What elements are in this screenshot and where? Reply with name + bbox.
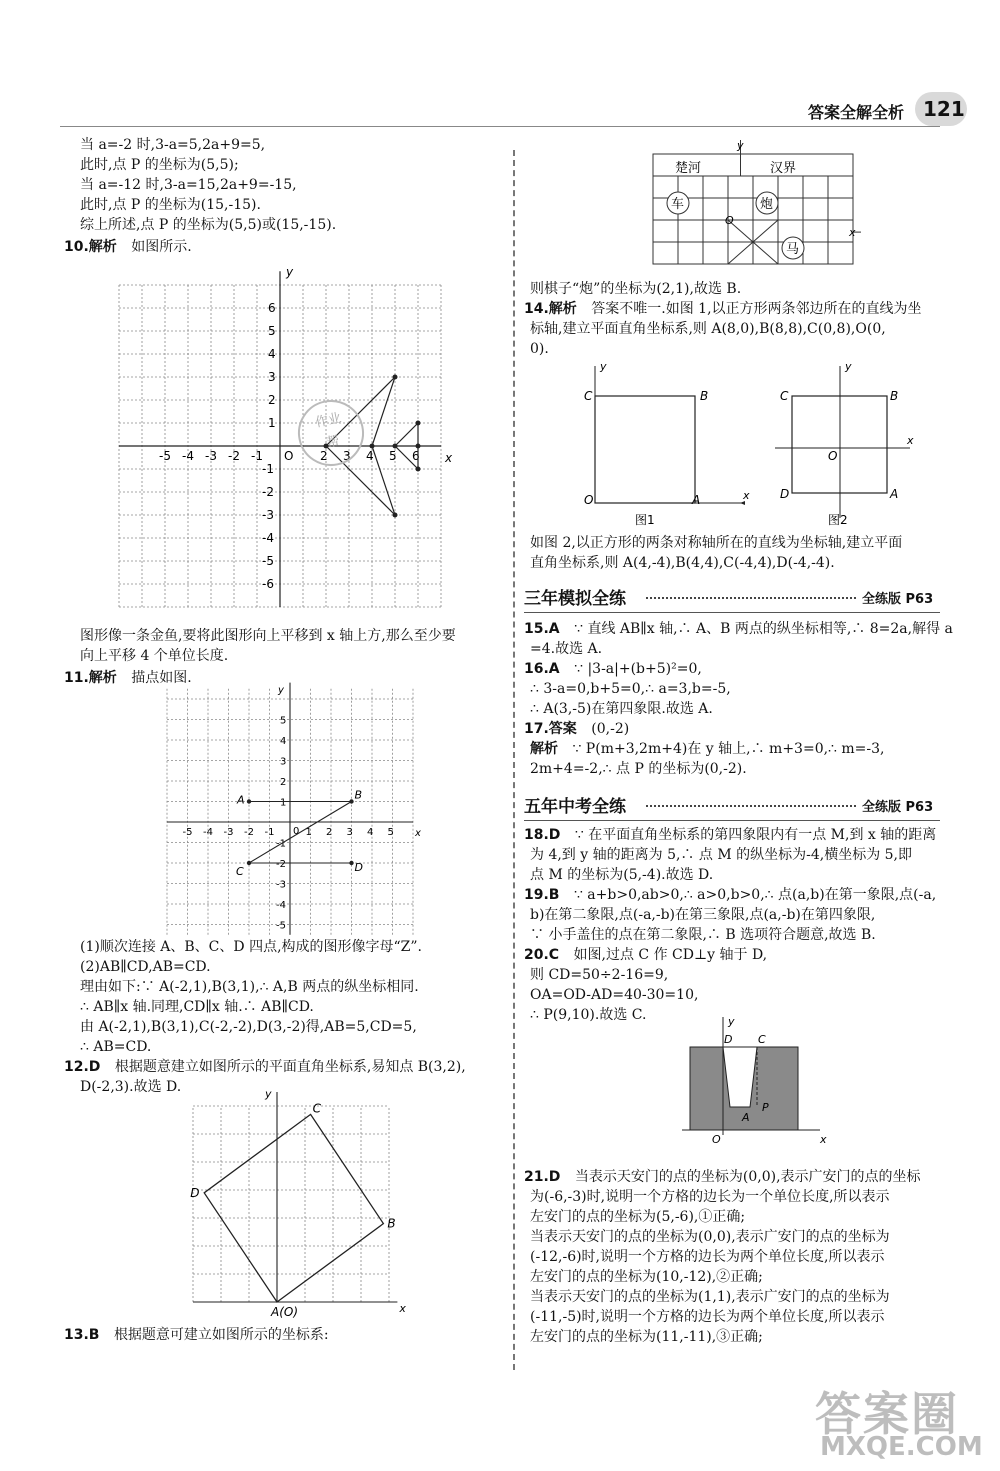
fig11-point bbox=[247, 861, 251, 865]
q10-line bbox=[64, 238, 192, 257]
text-line: 当 a=-2 时,3-a=5,2a+9=5, bbox=[80, 137, 266, 153]
fig10-x-tick: 6 bbox=[412, 449, 420, 463]
fig11-x-tick: -5 bbox=[182, 827, 193, 838]
text-line: 左安门的点的坐标为(5,-6),①正确; bbox=[530, 1209, 746, 1225]
fig10-y-tick: 6 bbox=[268, 301, 276, 315]
q13-line bbox=[64, 1326, 329, 1345]
fig11-x-tick: -1 bbox=[264, 827, 275, 838]
q14-line bbox=[524, 300, 922, 319]
fig20-d-label: D bbox=[724, 1033, 733, 1046]
text-line: ∴ AB∥x 轴.同理,CD∥x 轴.∴ AB∥CD. bbox=[80, 999, 314, 1015]
watermark-site: MXQE.COM bbox=[820, 1432, 983, 1462]
text-line: ∴ A(3,-5)在第四象限.故选 A. bbox=[530, 701, 713, 717]
text-line: 当 a=-12 时,3-a=15,2a+9=-15, bbox=[80, 177, 297, 193]
fig10-point bbox=[393, 375, 398, 380]
text-line: ∴ AB=CD. bbox=[80, 1039, 152, 1055]
fig11-x-tick: -2 bbox=[244, 827, 254, 838]
fig1-y-label: y bbox=[600, 360, 607, 373]
q15-text: ∵ 直线 AB∥x 轴,∴ A、B 两点的纵坐标相等,∴ 8=2a,解得 a bbox=[574, 621, 953, 637]
text-line: 0). bbox=[530, 341, 549, 357]
fig10-y-tick: 2 bbox=[268, 393, 276, 407]
chess-pao-label: 炮 bbox=[760, 197, 774, 212]
fig2-d-label: D bbox=[780, 487, 790, 501]
fig11-point-b-label: B bbox=[354, 788, 363, 802]
chess-river-left: 楚河 bbox=[675, 161, 702, 176]
fig10-y-tick: -5 bbox=[262, 554, 274, 568]
q15-line bbox=[524, 620, 953, 639]
fig11-y-tick: -5 bbox=[276, 920, 286, 932]
q19-text: ∵ a+b>0,ab>0,∴ a>0,b>0,∴ 点(a,b)在第一象限,点(-a, bbox=[573, 887, 937, 903]
chess-board-figure bbox=[645, 140, 860, 272]
q19-line bbox=[524, 886, 936, 905]
text-line: ∴ P(9,10).故选 C. bbox=[530, 1007, 647, 1023]
text-line: 当表示天安门的点的坐标为(0,0),表示广安门的点的坐标为 bbox=[530, 1229, 890, 1245]
fig11-x-tick: 4 bbox=[367, 827, 374, 838]
fig20-c-label: C bbox=[758, 1033, 766, 1046]
fig10-x-tick: 5 bbox=[389, 449, 397, 463]
fig1-c-label: C bbox=[584, 389, 593, 403]
fig11-x-tick: 5 bbox=[387, 827, 394, 838]
text-line: 理由如下:∵ A(-2,1),B(3,1),∴ A,B 两点的纵坐标相同. bbox=[80, 979, 419, 995]
page-number-badge bbox=[915, 92, 967, 126]
fig2-o-label: O bbox=[828, 449, 838, 463]
header-title: 答案全解全析 bbox=[808, 103, 905, 122]
fig2-caption: 图2 bbox=[828, 513, 848, 527]
fig2-a-label: A bbox=[890, 487, 899, 501]
watermark-logo: 答案圈 bbox=[815, 1387, 959, 1441]
fig11-x-tick: 1 bbox=[305, 827, 312, 838]
text-line: 标轴,建立平面直角坐标系,则 A(8,0),B(8,8),C(0,8),O(0, bbox=[530, 321, 886, 337]
section-dots bbox=[646, 805, 856, 807]
text-line: 2m+4=-2,∴ 点 P 的坐标为(0,-2). bbox=[530, 761, 747, 777]
q18-number: 18.D bbox=[524, 827, 561, 843]
fig11-x-tick: 2 bbox=[326, 827, 333, 838]
fig12-point-d-label: D bbox=[190, 1185, 200, 1200]
fig20-a-label: A bbox=[742, 1111, 750, 1124]
chess-river-right: 汉界 bbox=[770, 161, 797, 176]
text-line: 如图 2,以正方形的两条对称轴所在的直线为坐标轴,建立平面 bbox=[530, 535, 903, 551]
q12-line bbox=[64, 1058, 466, 1077]
fig10-point bbox=[416, 467, 421, 472]
fig10-y-tick: -2 bbox=[262, 485, 274, 499]
fig10-y-tick: -1 bbox=[262, 462, 274, 476]
fig11-y-tick: -4 bbox=[276, 900, 286, 911]
fig10-shape-edge bbox=[395, 423, 418, 446]
text-line: 向上平移 4 个单位长度. bbox=[80, 648, 229, 664]
fig10-shape-edge bbox=[372, 377, 395, 446]
q20-text: 如图,过点 C 作 CD⊥y 轴于 D, bbox=[573, 947, 768, 963]
text-line: 左安门的点的坐标为(11,-11),③正确; bbox=[530, 1329, 763, 1345]
q17-answer: (0,-2) bbox=[591, 721, 630, 737]
q12-number: 12.D bbox=[64, 1059, 101, 1075]
fig11-y-tick: 3 bbox=[280, 756, 287, 768]
fig2-x-label: x bbox=[907, 434, 914, 447]
fig11-point bbox=[349, 861, 353, 865]
chess-y-label: y bbox=[737, 139, 744, 152]
stamp-text: 作业 bbox=[314, 410, 343, 431]
text-line: ∴ 3-a=0,b+5=0,∴ a=3,b=-5, bbox=[530, 681, 731, 697]
chess-che-label: 车 bbox=[671, 197, 685, 212]
fig10-point bbox=[393, 444, 398, 449]
fig10-y-tick: 4 bbox=[268, 347, 276, 361]
q19-number: 19.B bbox=[524, 887, 560, 903]
fig10-coordinate-plane bbox=[120, 256, 453, 626]
text-line: 图形像一条金鱼,要将此图形向上平移到 x 轴上方,那么至少要 bbox=[80, 628, 456, 644]
fig10-point bbox=[416, 444, 421, 449]
text-line: =4.故选 A. bbox=[530, 641, 603, 657]
fig11-point bbox=[349, 799, 353, 803]
chess-origin-label: O bbox=[725, 214, 734, 227]
fig2-c-label: C bbox=[780, 389, 789, 403]
q18-text: ∵ 在平面直角坐标系的第四象限内有一点 M,到 x 轴的距离 bbox=[574, 827, 937, 843]
fig2-y-label: y bbox=[845, 360, 852, 373]
text-line: 综上所述,点 P 的坐标为(5,5)或(15,-15). bbox=[80, 217, 337, 233]
q10-number: 10.解析 bbox=[64, 239, 117, 255]
q18-line bbox=[524, 826, 936, 845]
fig10-y-tick: 3 bbox=[268, 370, 276, 384]
q11-number: 11.解析 bbox=[64, 670, 117, 686]
text-line: b)在第二象限,点(-a,-b)在第三象限,点(a,-b)在第四象限, bbox=[530, 907, 876, 923]
fig10-x-tick: -1 bbox=[251, 449, 263, 463]
text-line: 此时,点 P 的坐标为(5,5); bbox=[80, 157, 239, 173]
text-line: (1)顺次连接 A、B、C、D 四点,构成的图形像字母“Z”. bbox=[80, 939, 423, 955]
fig10-y-tick: 1 bbox=[268, 416, 276, 430]
q10-text: 如图所示. bbox=[131, 239, 192, 255]
fig10-x-tick: -2 bbox=[228, 449, 240, 463]
fig1-b-label: B bbox=[700, 389, 709, 403]
text-line: 点 M 的坐标为(5,-4).故选 D. bbox=[530, 867, 714, 883]
q21-number: 21.D bbox=[524, 1169, 561, 1185]
fig1-a-label: A bbox=[692, 493, 701, 507]
text-line: 此时,点 P 的坐标为(15,-15). bbox=[80, 197, 261, 213]
fig10-x-tick: -5 bbox=[159, 449, 171, 463]
q14-number: 14.解析 bbox=[524, 301, 577, 317]
q20-line bbox=[524, 946, 767, 965]
fig10-x-tick: 4 bbox=[366, 449, 374, 463]
fig10-point bbox=[416, 421, 421, 426]
fig14-squares bbox=[580, 358, 920, 528]
fig11-x-tick: -3 bbox=[223, 827, 234, 838]
fig10-x-tick: 2 bbox=[320, 449, 328, 463]
q16-text: ∵ |3-a|+(b+5)²=0, bbox=[574, 661, 702, 677]
header-rule bbox=[60, 126, 940, 127]
q17-line bbox=[524, 720, 629, 739]
q13-number: 13.B bbox=[64, 1327, 100, 1343]
fig11-x-tick: -4 bbox=[203, 827, 213, 838]
q12-text: 根据题意建立如图所示的平面直角坐标系,易知点 B(3,2), bbox=[114, 1059, 466, 1075]
text-line: 则 CD=50÷2-16=9, bbox=[530, 967, 669, 983]
fig12-x-label: x bbox=[399, 1302, 406, 1315]
fig20-x-label: x bbox=[820, 1133, 827, 1146]
fig11-point-c-label: C bbox=[236, 865, 244, 878]
page-number: 121 bbox=[923, 97, 965, 121]
fig10-x-label: x bbox=[445, 451, 453, 465]
fig11-origin-label: 0 bbox=[293, 826, 300, 837]
fig12-y-label: y bbox=[265, 1087, 272, 1101]
q14-text: 答案不唯一.如图 1,以正方形两条邻边所在的直线为坐 bbox=[591, 301, 922, 317]
fig1-caption: 图1 bbox=[635, 513, 655, 527]
text-line: (-11,-5)时,说明一个方格的边长为两个单位长度,所以表示 bbox=[530, 1309, 885, 1325]
fig12-rotated-square bbox=[180, 1087, 410, 1319]
text-line: OA=OD-AD=40-30=10, bbox=[530, 987, 699, 1003]
q16-line bbox=[524, 660, 702, 679]
stamp-text: 帮 bbox=[325, 433, 341, 451]
section-title-3yr: 三年模拟全练 bbox=[524, 589, 626, 609]
fig2-b-label: B bbox=[890, 389, 899, 403]
fig11-y-tick: -2 bbox=[276, 859, 286, 870]
fig11-coordinate-plane bbox=[170, 678, 420, 930]
fig11-point bbox=[247, 799, 251, 803]
section-tag-5yr: 全练版 P63 bbox=[862, 800, 934, 815]
fig10-y-tick: -4 bbox=[262, 531, 274, 545]
fig10-y-tick: 5 bbox=[268, 324, 276, 338]
fig11-y-label: y bbox=[278, 684, 284, 696]
section-tag-3yr: 全练版 P63 bbox=[862, 592, 934, 607]
fig10-point bbox=[370, 444, 375, 449]
fig10-x-tick: -3 bbox=[205, 449, 217, 463]
fig12-point-b-label: B bbox=[387, 1216, 396, 1231]
q21-line bbox=[524, 1168, 921, 1187]
chess-x-label: x bbox=[849, 226, 856, 239]
text-line: 当表示天安门的点的坐标为(1,1),表示广安门的点的坐标为 bbox=[530, 1289, 890, 1305]
fig11-y-tick: 1 bbox=[280, 797, 287, 809]
q17-line-2 bbox=[530, 740, 885, 759]
q11-text: 描点如图. bbox=[131, 670, 192, 686]
text-line: D(-2,3).故选 D. bbox=[80, 1079, 182, 1095]
q20-number: 20.C bbox=[524, 947, 560, 963]
fig12-point-c-label: C bbox=[312, 1101, 321, 1116]
q17-jiexi: 解析 bbox=[530, 741, 558, 757]
fig20-y-label: y bbox=[728, 1015, 735, 1028]
q15-number: 15.A bbox=[524, 621, 560, 637]
text-line: 直角坐标系,则 A(4,-4),B(4,4),C(-4,4),D(-4,-4). bbox=[530, 555, 835, 571]
text-line: 为(-6,-3)时,说明一个方格的边长为一个单位长度,所以表示 bbox=[530, 1189, 890, 1205]
q17-text: ∵ P(m+3,2m+4)在 y 轴上,∴ m+3=0,∴ m=-3, bbox=[572, 741, 885, 757]
section-rule bbox=[524, 820, 940, 821]
section-rule bbox=[524, 612, 940, 613]
fig11-point-a-label: A bbox=[237, 793, 245, 807]
section-title-5yr: 五年中考全练 bbox=[524, 797, 626, 817]
fig20-p-label: P bbox=[762, 1101, 769, 1114]
fig10-point bbox=[393, 513, 398, 518]
text-line: ∵ 小手盖住的点在第二象限,∴ B 选项符合题意,故选 B. bbox=[530, 927, 876, 943]
fig20-o-label: O bbox=[712, 1133, 721, 1146]
fig10-y-label: y bbox=[286, 264, 294, 279]
chess-ma-label: 马 bbox=[786, 242, 800, 257]
text-line: (-12,-6)时,说明一个方格的边长为两个单位长度,所以表示 bbox=[530, 1249, 885, 1265]
text-line: 则棋子“炮”的坐标为(2,1),故选 B. bbox=[530, 281, 742, 297]
fig11-x-label: x bbox=[415, 828, 421, 839]
fig1-x-label: x bbox=[743, 489, 750, 502]
column-divider bbox=[513, 150, 515, 1370]
fig11-x-tick: 3 bbox=[346, 827, 353, 838]
section-dots bbox=[646, 597, 856, 599]
fig11-y-tick: 2 bbox=[280, 777, 287, 788]
text-line: (2)AB∥CD,AB=CD. bbox=[80, 959, 211, 975]
q21-text: 当表示天安门的点的坐标为(0,0),表示广安门的点的坐标 bbox=[574, 1169, 921, 1185]
q16-number: 16.A bbox=[524, 661, 560, 677]
text-line: 由 A(-2,1),B(3,1),C(-2,-2),D(3,-2)得,AB=5,CD=5, bbox=[80, 1019, 417, 1035]
fig20-u-shape bbox=[680, 1015, 830, 1150]
fig11-y-tick: -1 bbox=[276, 838, 286, 850]
fig10-y-tick: -6 bbox=[262, 577, 274, 591]
q17-number: 17.答案 bbox=[524, 721, 577, 737]
fig10-y-tick: -3 bbox=[262, 508, 274, 522]
fig1-o-label: O bbox=[584, 493, 594, 507]
fig12-point-a-label: A(O) bbox=[271, 1305, 299, 1319]
fig10-origin-label: O bbox=[284, 449, 294, 463]
fig11-y-tick: 5 bbox=[280, 715, 287, 727]
fig10-x-tick: -4 bbox=[182, 449, 194, 463]
fig11-y-tick: 4 bbox=[280, 736, 287, 747]
text-line: 左安门的点的坐标为(10,-12),②正确; bbox=[530, 1269, 763, 1285]
text-line: 为 4,到 y 轴的距离为 5,∴ 点 M 的纵坐标为-4,横坐标为 5,即 bbox=[530, 847, 913, 863]
fig10-x-tick: 3 bbox=[343, 449, 351, 463]
fig11-y-tick: -3 bbox=[276, 879, 286, 891]
q13-text: 根据题意可建立如图所示的坐标系: bbox=[113, 1327, 329, 1343]
fig11-point-d-label: D bbox=[354, 861, 363, 874]
